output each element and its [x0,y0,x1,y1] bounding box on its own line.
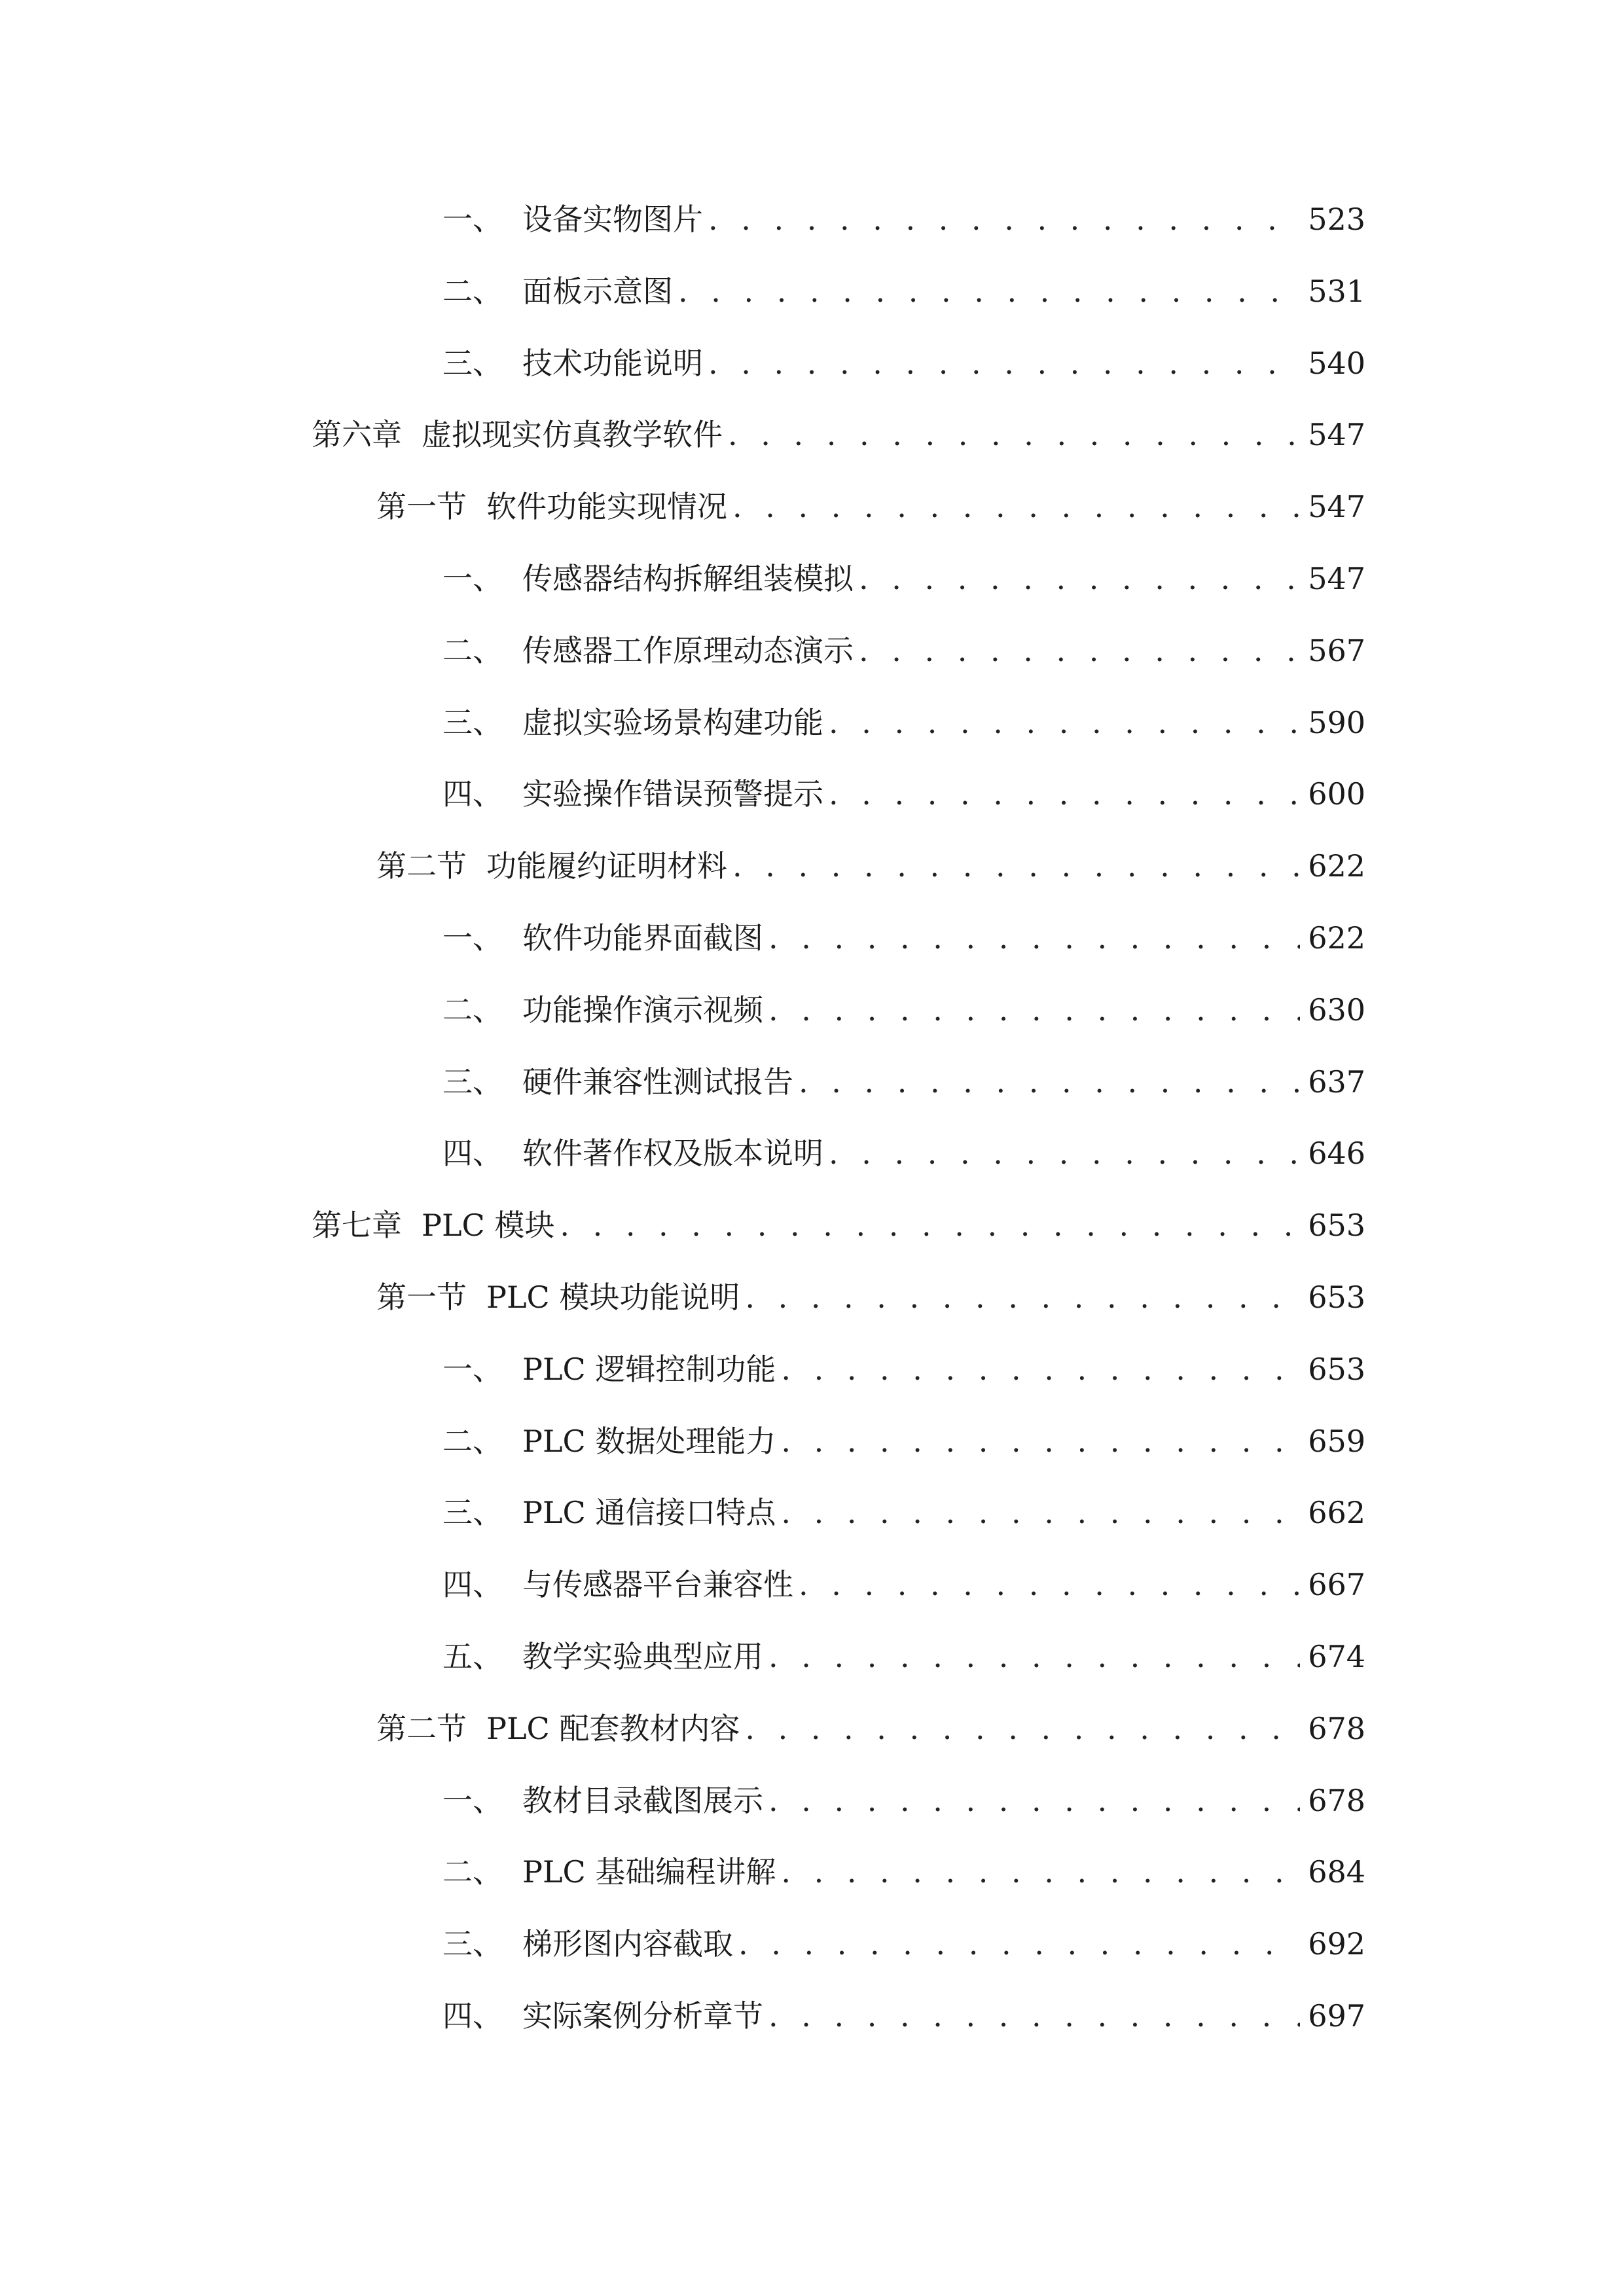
toc-entry[interactable] [0,345,1624,420]
dot-leader [745,1713,1300,1744]
toc-entry-number: 一、 [442,202,503,237]
toc-entry-page: 637 [1308,1064,1365,1100]
toc-entry-page: 667 [1308,1567,1365,1603]
toc-section-entry[interactable] [0,1710,1624,1785]
toc-entry-page: 630 [1308,992,1365,1028]
toc-entry[interactable] [0,204,1624,276]
toc-entry[interactable] [0,1138,1624,1210]
toc-entry-number: 三、 [442,1495,503,1531]
dot-leader [768,923,1300,953]
dot-leader [560,1210,1300,1240]
toc-entry[interactable] [0,560,1624,636]
dot-leader [745,1282,1300,1312]
toc-entry-title: 功能操作演示视频 [522,992,763,1028]
toc-entry-page: 692 [1308,1926,1365,1962]
toc-entry[interactable] [0,704,1624,780]
toc-entry-number: 三、 [442,1926,503,1962]
toc-entry-number: 三、 [442,704,503,740]
toc-entry-number: 第七章 [312,1208,402,1244]
toc-entry-title: 软件功能实现情况 [486,489,727,525]
toc-entry-title: 软件功能界面截图 [522,920,763,956]
dot-leader [781,1426,1300,1456]
toc-entry-page: 659 [1308,1423,1365,1459]
dot-leader [829,1138,1300,1168]
toc-entry-page: 674 [1308,1638,1365,1674]
toc-entry-page: 678 [1308,1782,1365,1818]
toc-entry-title: PLC 模块 [422,1208,555,1244]
toc-entry-number: 三、 [442,345,503,381]
toc-entry-title: 梯形图内容截取 [522,1926,733,1962]
dot-leader [781,1498,1300,1528]
toc-entry[interactable] [0,1567,1624,1641]
toc-entry-title: 软件著作权及版本说明 [522,1136,823,1172]
dot-leader [738,1929,1300,1959]
toc-entry[interactable] [0,1998,1624,2073]
toc-entry-title: 虚拟现实仿真教学软件 [422,417,723,453]
toc-section-entry[interactable] [0,1279,1624,1354]
toc-entry-page: 697 [1308,1998,1365,2034]
toc-entry-number: 第一节 [376,1279,467,1315]
toc-entry-page: 531 [1308,273,1365,309]
toc-entry-page: 590 [1308,704,1365,740]
toc-chapter-entry[interactable] [0,1210,1624,1282]
toc-entry[interactable] [0,1064,1624,1139]
toc-entry-title: PLC 通信接口特点 [522,1495,776,1531]
toc-entry-number: 四、 [442,776,503,812]
dot-leader [708,348,1300,378]
toc-entry-title: 实验操作错误预警提示 [522,776,823,812]
toc-entry-title: PLC 配套教材内容 [486,1710,740,1746]
dot-leader [732,851,1300,881]
dot-leader [781,1354,1300,1384]
toc-entry-page: 547 [1308,489,1365,525]
toc-entry-number: 二、 [442,1854,503,1890]
toc-entry-title: 教材目录截图展示 [522,1782,763,1818]
toc-entry-title: PLC 数据处理能力 [522,1423,776,1459]
toc-entry-page: 662 [1308,1495,1365,1531]
toc-entry-number: 四、 [442,1136,503,1172]
toc-entry-number: 四、 [442,1998,503,2034]
toc-entry[interactable] [0,273,1624,348]
toc-entry-number: 三、 [442,1064,503,1100]
toc-entry-number: 一、 [442,560,503,596]
toc-entry-page: 600 [1308,776,1365,812]
toc-entry[interactable] [0,920,1624,995]
toc-entry-title: 传感器工作原理动态演示 [522,632,854,668]
toc-entry[interactable] [0,776,1624,851]
toc-entry[interactable] [0,1638,1624,1713]
toc-entry-title: 实际案例分析章节 [522,1998,763,2034]
toc-entry-page: 622 [1308,920,1365,956]
toc-entry-number: 一、 [442,1351,503,1387]
dot-leader [799,1570,1300,1600]
toc-entry-page: 684 [1308,1854,1365,1890]
toc-entry-title: 功能履约证明材料 [486,848,727,884]
toc-entry[interactable] [0,1495,1624,1570]
toc-entry-number: 第一节 [376,489,467,525]
toc-entry[interactable] [0,1854,1624,1929]
toc-entry-page: 540 [1308,345,1365,381]
toc-entry-number: 一、 [442,1782,503,1818]
toc-entry-title: PLC 基础编程讲解 [522,1854,776,1890]
toc-entry-number: 第六章 [312,417,402,453]
dot-leader [859,636,1300,666]
toc-entry[interactable] [0,1782,1624,1857]
toc-entry[interactable] [0,1423,1624,1498]
dot-leader [678,276,1300,306]
toc-entry-title: 虚拟实验场景构建功能 [522,704,823,740]
dot-leader [781,1857,1300,1887]
toc-entry-number: 第二节 [376,1710,467,1746]
dot-leader [829,779,1300,809]
toc-entry-title: 面板示意图 [522,273,673,309]
toc-entry-title: PLC 模块功能说明 [486,1279,740,1315]
toc-entry[interactable] [0,1351,1624,1426]
toc-entry-title: PLC 逻辑控制功能 [522,1351,776,1387]
toc-entry-number: 二、 [442,992,503,1028]
toc-entry-number: 二、 [442,1423,503,1459]
toc-entry[interactable] [0,992,1624,1067]
toc-section-entry[interactable] [0,489,1624,564]
toc-entry-page: 653 [1308,1208,1365,1244]
toc-entry-page: 622 [1308,848,1365,884]
toc-entry-page: 547 [1308,560,1365,596]
toc-entry-title: 技术功能说明 [522,345,703,381]
dot-leader [768,995,1300,1025]
toc-entry[interactable] [0,1926,1624,2001]
dot-leader [768,1785,1300,1816]
dot-leader [768,2001,1300,2031]
toc-entry-page: 653 [1308,1279,1365,1315]
toc-entry-page: 547 [1308,417,1365,453]
toc-entry-page: 523 [1308,202,1365,237]
toc-entry-page: 678 [1308,1710,1365,1746]
dot-leader [768,1641,1300,1672]
dot-leader [799,1067,1300,1097]
toc-entry-title: 教学实验典型应用 [522,1638,763,1674]
toc-entry-title: 硬件兼容性测试报告 [522,1064,793,1100]
toc-entry-title: 设备实物图片 [522,202,703,237]
toc-section-entry[interactable] [0,848,1624,923]
toc-entry-number: 二、 [442,632,503,668]
toc-entry-page: 567 [1308,632,1365,668]
toc-entry[interactable] [0,632,1624,708]
toc-entry-title: 与传感器平台兼容性 [522,1567,793,1603]
dot-leader [728,420,1300,450]
dot-leader [859,564,1300,594]
toc-entry-number: 四、 [442,1567,503,1603]
toc-entry-number: 二、 [442,273,503,309]
dot-leader [732,492,1300,522]
table-of-contents [0,204,1624,2073]
dot-leader [708,204,1300,234]
toc-chapter-entry[interactable] [0,417,1624,492]
toc-entry-number: 第二节 [376,848,467,884]
toc-entry-title: 传感器结构拆解组装模拟 [522,560,854,596]
toc-entry-number: 五、 [442,1638,503,1674]
dot-leader [829,708,1300,738]
toc-entry-page: 653 [1308,1351,1365,1387]
toc-entry-number: 一、 [442,920,503,956]
toc-entry-page: 646 [1308,1136,1365,1172]
